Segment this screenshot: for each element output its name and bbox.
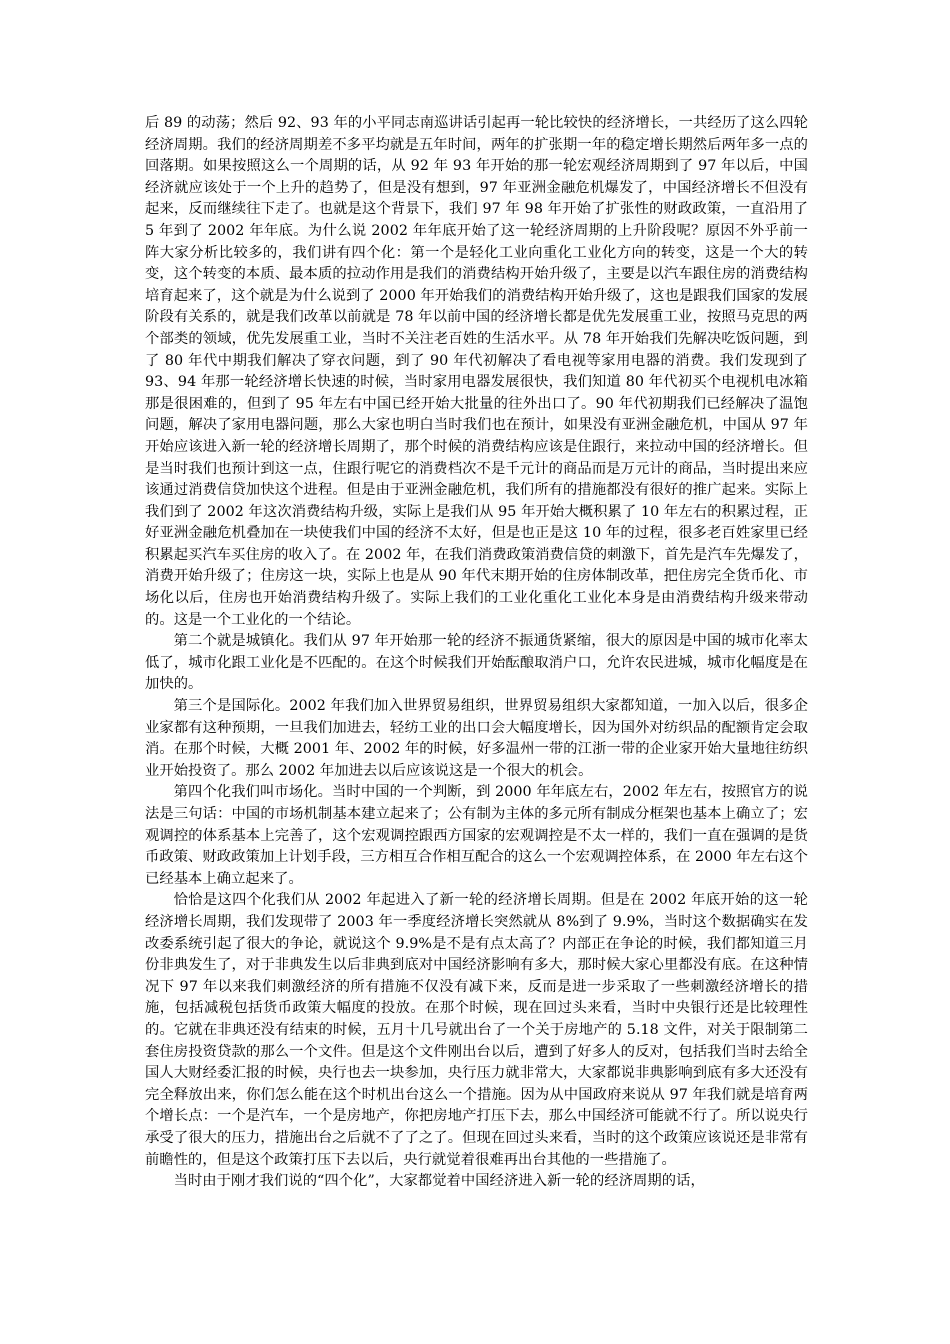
- paragraph-marketization: 第四个化我们叫市场化。当时中国的一个判断，到 2000 年年底左右，2002 年左右，按照官方的说法是三句话：中国的市场机制基本建立起来了；公有制为主体的多元所有制成分框架也基本上确立了；宏观调控的体系基本上完善了，这个宏观调控跟西方国家的宏观调控是不太一样的，我们一直在强调的是货币政策、财政政策加上计划手段，三方相互合作相互配合的这么一个宏观调控体系，在 2000 年左右这个已经基本上确立起来了。: [145, 784, 808, 887]
- paragraph-four-modernizations: 当时由于刚才我们说的“四个化”，大家都觉着中国经济进入新一轮的经济周期的话，: [173, 1173, 705, 1190]
- document-body: [145, 113, 808, 1193]
- paragraph-internationalization: 第三个是国际化。2002 年我们加入世界贸易组织，世界贸易组织大家都知道，一加入以后，很多企业家都有这种预期，一旦我们加进去，轻纺工业的出口会大幅度增长，因为国外对纺织品的配额肯定会取消。在那个时候，大概 2001 年、2002 年的时候，好多温州一带的江浙一带的企业家开始大量地往纺织业开始投资了。那么 2002 年加进去以后应该说这是一个很大的机会。: [145, 698, 808, 779]
- paragraph-new-cycle: 恰恰是这四个化我们从 2002 年起进入了新一轮的经济增长周期。但是在 2002 年底开始的这一轮经济增长周期，我们发现带了 2003 年一季度经济增长突然就从 8%到了 9.9%，当时这个数据确实在发改委系统引起了很大的争论，就说这个 9.9%是不是有点太高了？内部正在争论的时候，我们都知道三月份非典发生了，对于非典发生以后非典到底对中国经济影响有多大，那时候大家心里都没有底。在这种情况下 97 年以来我们刺激经济的所有措施不仅没有减下来，反而是进一步采取了一些刺激经济增长的措施，包括减税包括货币政策大幅度的投放。在那个时候，现在回过头来看，当时中央银行还是比较理性的。它就在非典还没有结束的时候，五月十几号就出台了一个关于房地产的 5.18 文件，对关于限制第二套住房投资贷款的那么一个文件。但是这个文件刚出台以后，遭到了好多人的反对，包括我们当时去给全国人大财经委汇报的时候，央行也去一块参加，央行压力就非常大，大家都说非典影响到底有多大还没有完全释放出来，你们怎么能在这个时机出台这么一个措施。因为从中国政府来说从 97 年我们就是培育两个增长点：一个是汽车，一个是房地产，你把房地产打压下去，那么中国经济可能就不行了。所以说央行承受了很大的压力，措施出台之后就不了了之了。但现在回过头来看，当时的这个政策应该说还是非常有前瞻性的，但是这个政策打压下去以后，央行就觉着很难再出台其他的一些措施了。: [145, 892, 808, 1168]
- paragraph-continued: 后 89 的动荡；然后 92、93 年的小平同志南巡讲话引起再一轮比较快的经济增长，一共经历了这么四轮经济周期。我们的经济周期差不多平均就是五年时间，两年的扩张期一年的稳定增长期然后两年多一点的回落期。如果按照这么一个周期的话，从 92 年 93 年开始的那一轮宏观经济周期到了 97 年以后，中国经济就应该处于一个上升的趋势了，但是没有想到，97 年亚洲金融危机爆发了，中国经济增长不但没有起来，反而继续往下走了。也就是这个背景下，我们 97 年 98 年开始了扩张性的财政政策，一直沿用了 5 年到了 2002 年年底。为什么说 2002 年年底开始了这一轮经济周期的上升阶段呢？原因不外乎前一阵大家分析比较多的，我们讲有四个化：第一个是轻化工业向重化工业化方向的转变，这是一个大的转变，这个转变的本质、最本质的拉动作用是我们的消费结构开始升级了，主要是以汽车跟住房的消费结构培育起来了，这个就是为什么说到了 2000 年开始我们的消费结构开始升级了，这也是跟我们国家的发展阶段有关系的，就是我们改革以前就是 78 年以前中国的经济增长都是优先发展重工业，按照马克思的两个部类的领域，优先发展重工业，当时不关注老百姓的生活水平。从 78 年开始我们先解决吃饭问题，到了 80 年代中期我们解决了穿衣问题，到了 90 年代初解决了看电视等家用电器的消费。我们发现到了 93、94 年那一轮经济增长快速的时候，当时家用电器发展很快，我们知道 80 年代初买个电视机电冰箱那是很困难的，但到了 95 年左右中国已经开始大批量的往外出口了。90 年代初期我们已经解决了温饱问题，解决了家用电器问题，那么大家也明白当时我们也在预计，如果没有亚洲金融危机，中国从 97 年开始应该进入新一轮的经济增长周期了，那个时候的消费结构应该是住跟行，来拉动中国的经济增长。但是当时我们也预计到这一点，住跟行呢它的消费档次不是千元计的商品而是万元计的商品，当时提出来应该通过消费信贷加快这个进程。但是由于亚洲金融危机，我们所有的措施都没有很好的推广起来。实际上我们到了 2002 年这次消费结构升级，实际上是我们从 95 年开始大概积累了 10 年左右的积累过程，正好亚洲金融危机叠加在一块使我们中国的经济不太好，但是也正是这 10 年的过程，很多老百姓家里已经积累起买汽车买住房的收入了。在 2002 年，在我们消费政策消费信贷的刺激下，首先是汽车先爆发了，消费开始升级了；住房这一块，实际上也是从 90 年代末期开始的住房体制改革，把住房完全货币化、市场化以后，住房也开始消费结构升级了。实际上我们的工业化重化工业化本身是由消费结构升级来带动的。这是一个工业化的一个结论。: [145, 115, 808, 628]
- paragraph-urbanization: 第二个就是城镇化。我们从 97 年开始那一轮的经济不振通货紧缩，很大的原因是中国的城市化率太低了，城市化跟工业化是不匹配的。在这个时候我们开始酝酿取消户口，允许农民进城，城市化幅度是在加快的。: [145, 633, 808, 693]
